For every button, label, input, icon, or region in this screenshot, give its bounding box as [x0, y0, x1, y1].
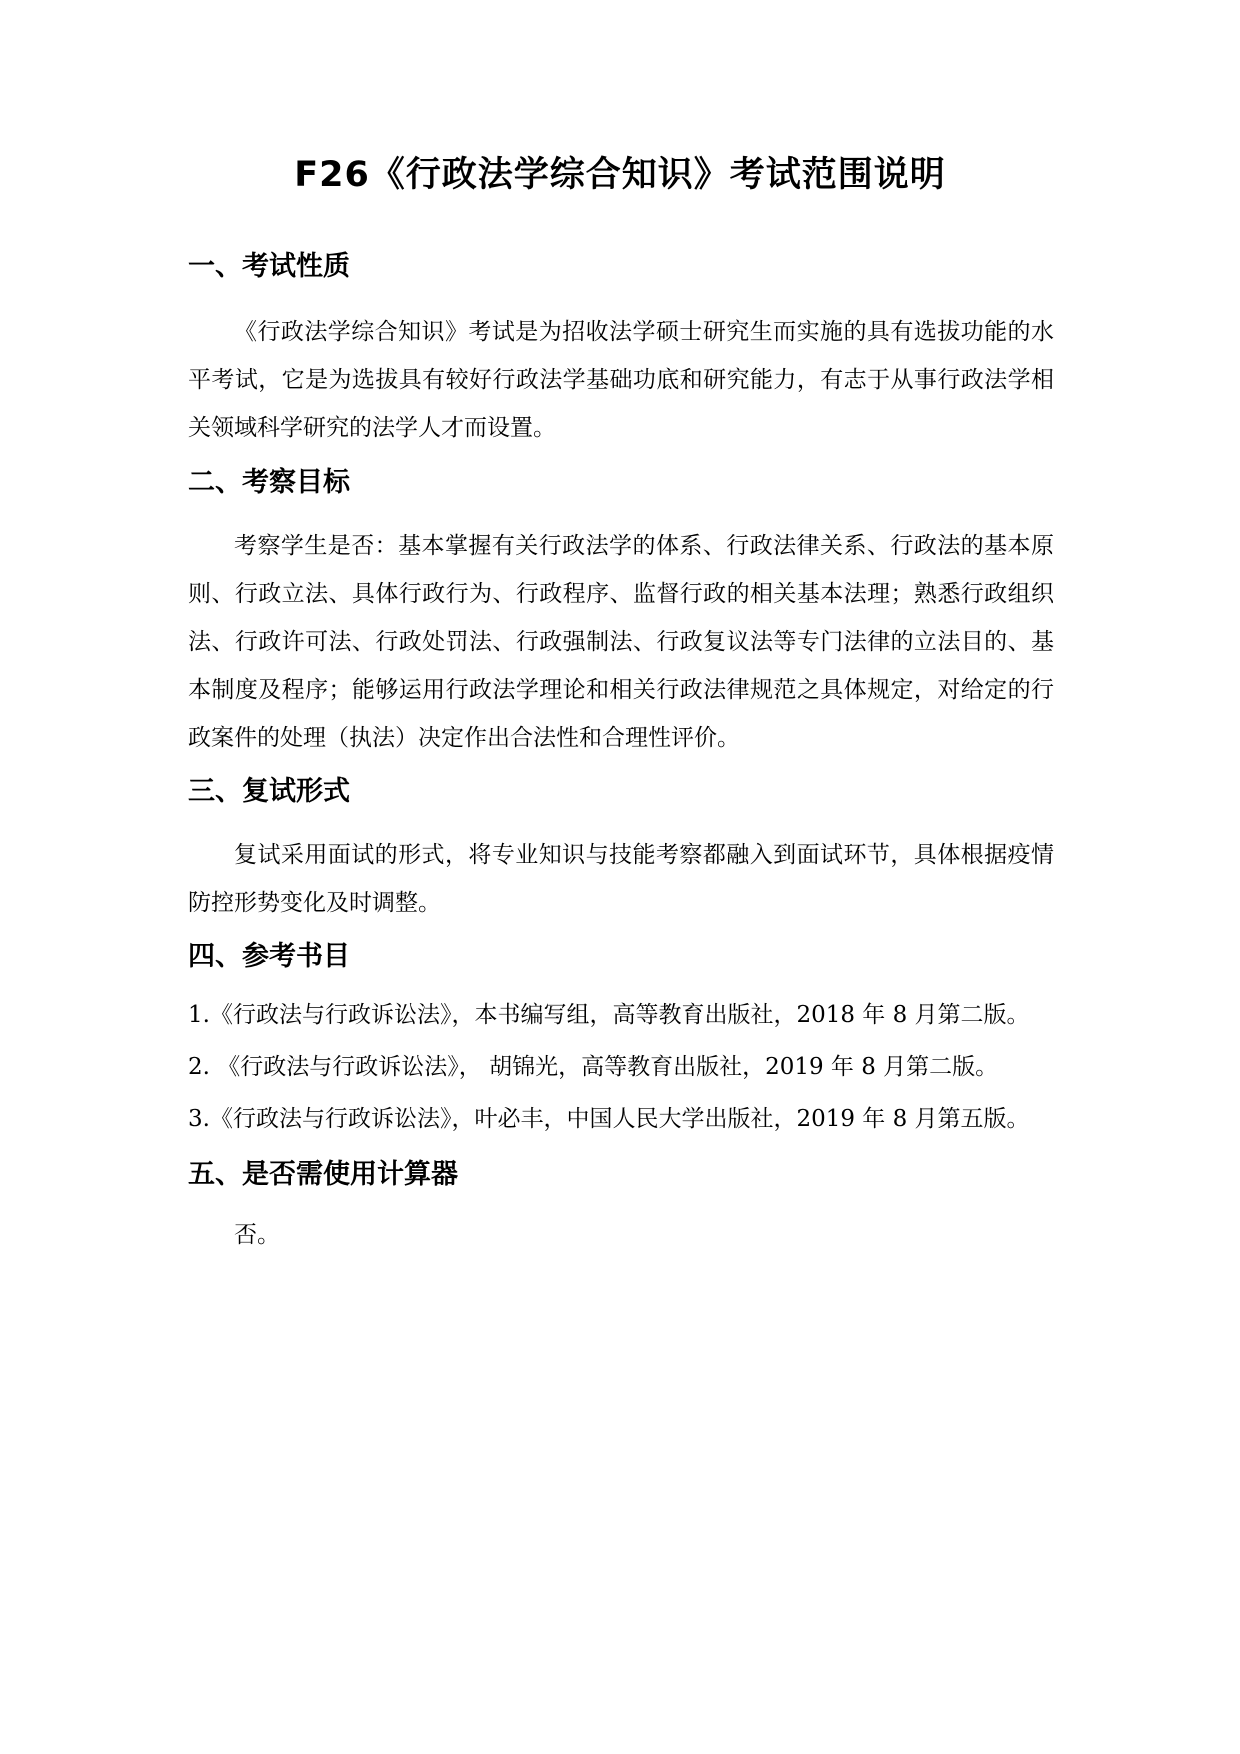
section-heading-calculator: 五、是否需使用计算器	[188, 1159, 458, 1190]
section-heading-references: 四、参考书目	[188, 941, 350, 972]
document-title: F26《行政法学综合知识》考试范围说明	[294, 155, 946, 195]
reference-item: 1.《行政法与行政诉讼法》，本书编写组，高等教育出版社，2018 年 8 月第二版。	[188, 1002, 1030, 1028]
section-heading-exam-nature: 一、考试性质	[188, 251, 350, 282]
section-body-retest-format: 复试采用面试的形式，将专业知识与技能考察都融入到面试环节，具体根据疫情防控形势变化及时调整。	[188, 842, 1054, 916]
section-body-calculator: 否。	[234, 1222, 280, 1248]
section-heading-objectives: 二、考察目标	[188, 467, 350, 498]
reference-item: 3.《行政法与行政诉讼法》，叶必丰，中国人民大学出版社，2019 年 8 月第五版。	[188, 1106, 1030, 1132]
section-body-exam-nature: 《行政法学综合知识》考试是为招收法学硕士研究生而实施的具有选拔功能的水平考试，它是为选拔具有较好行政法学基础功底和研究能力，有志于从事行政法学相关领域科学研究的法学人才而设置。	[188, 319, 1054, 441]
section-heading-retest-format: 三、复试形式	[188, 776, 350, 807]
section-body-objectives: 考察学生是否：基本掌握有关行政法学的体系、行政法律关系、行政法的基本原则、行政立法、具体行政行为、行政程序、监督行政的相关基本法理；熟悉行政组织法、行政许可法、行政处罚法、行政强制法、行政复议法等专门法律的立法目的、基本制度及程序；能够运用行政法学理论和相关行政法律规范之具体规定，对给定的行政案件的处理（执法）决定作出合法性和合理性评价。	[188, 533, 1054, 751]
reference-item: 2. 《行政法与行政诉讼法》， 胡锦光，高等教育出版社，2019 年 8 月第二版。	[188, 1054, 999, 1080]
